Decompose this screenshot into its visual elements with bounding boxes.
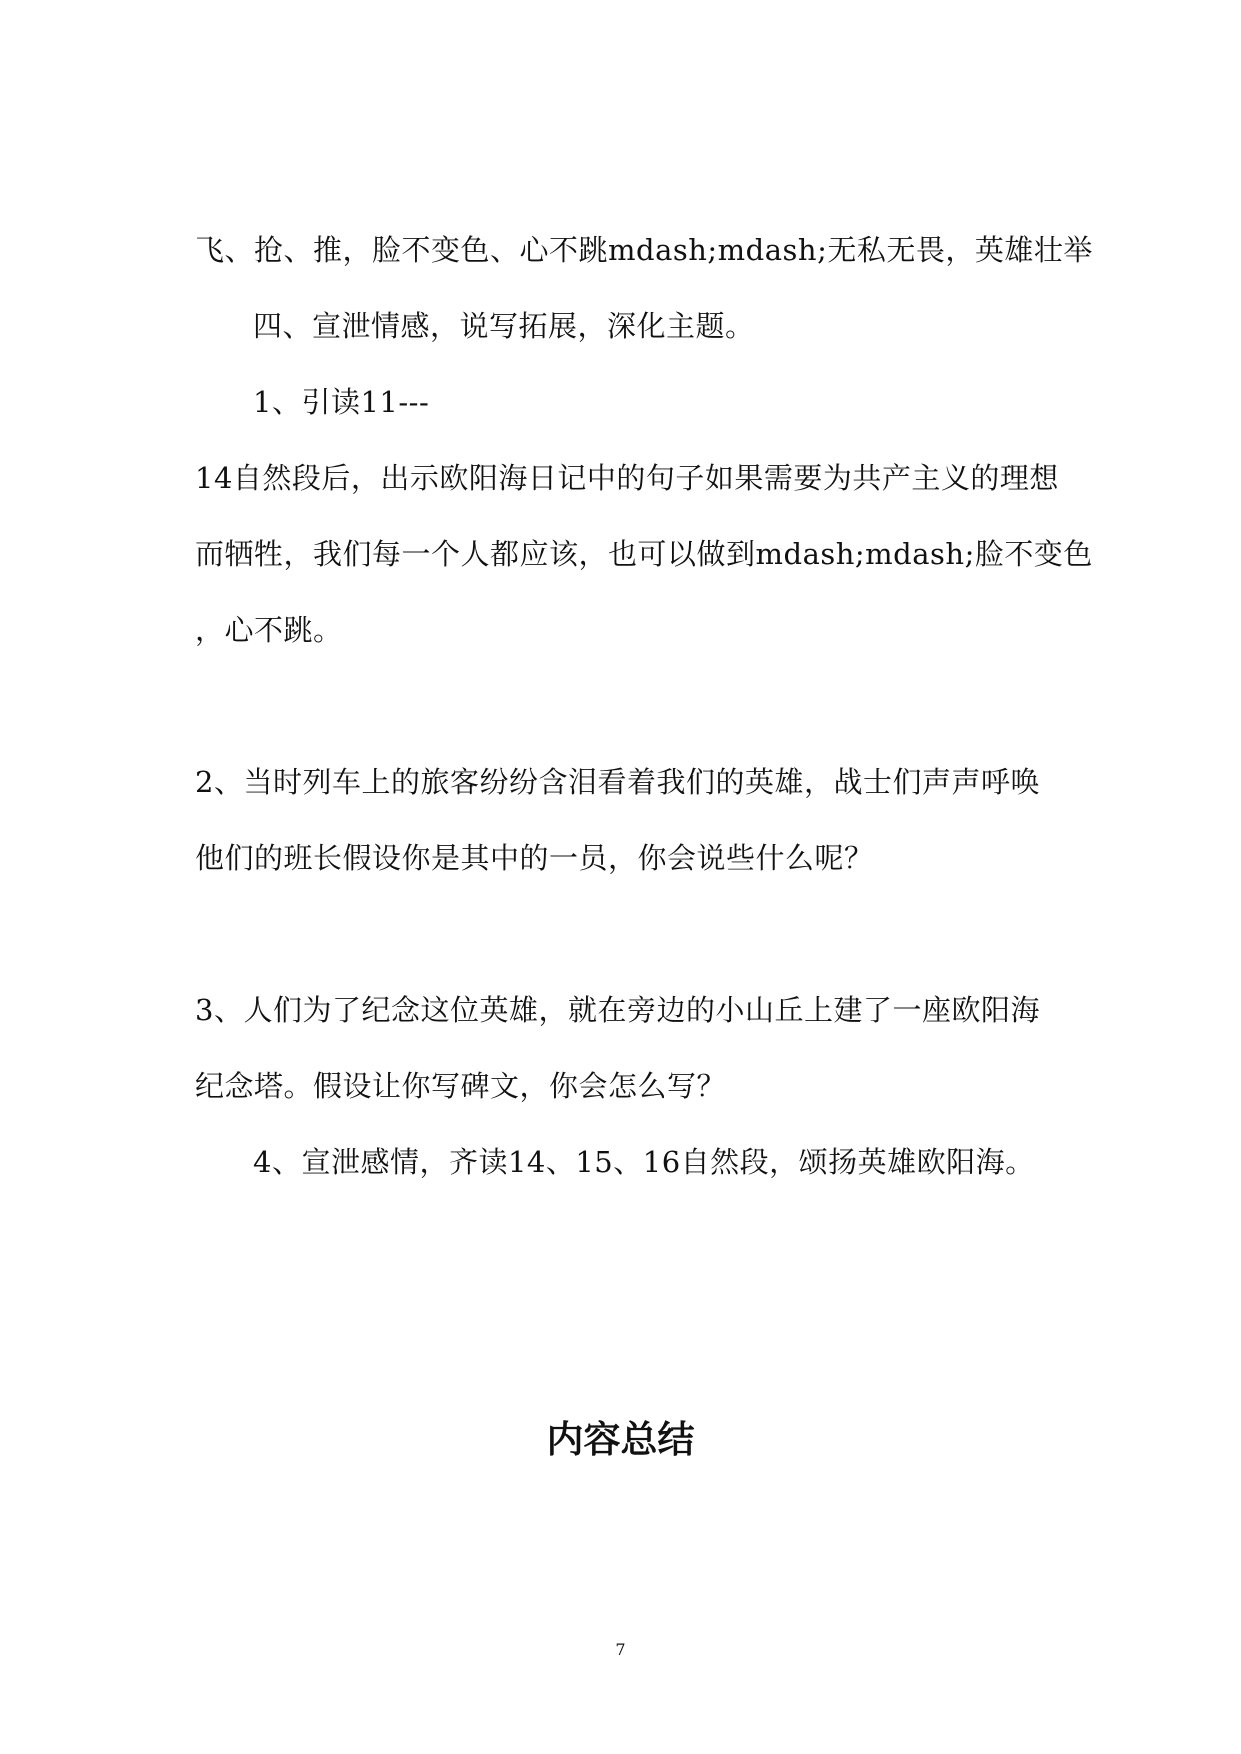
text-line-4: 14自然段后，出示欧阳海日记中的句子如果需要为共产主义的理想 — [195, 461, 1059, 495]
text-line-5: 而牺牲，我们每一个人都应该，也可以做到mdash;mdash;脸不变色 — [195, 537, 1093, 571]
section-heading-4: 四、宣泄情感，说写拓展，深化主题。 — [253, 309, 755, 343]
summary-title: 内容总结 — [546, 1418, 695, 1461]
text-line-1: 飞、抢、推，脸不变色、心不跳mdash;mdash;无私无畏，英雄壮举 — [195, 233, 1093, 267]
list-item-4: 4、宣泄感情，齐读14、15、16自然段，颂扬英雄欧阳海。 — [253, 1145, 1035, 1179]
list-item-3: 3、人们为了纪念这位英雄，就在旁边的小山丘上建了一座欧阳海 — [195, 993, 1040, 1027]
list-item-3-continued: 纪念塔。假设让你写碑文，你会怎么写？ — [195, 1069, 727, 1103]
page-number: 7 — [615, 1640, 626, 1659]
list-item-2: 2、当时列车上的旅客纷纷含泪看着我们的英雄，战士们声声呼唤 — [195, 765, 1040, 799]
list-item-2-continued: 他们的班长假设你是其中的一员，你会说些什么呢？ — [195, 841, 874, 875]
list-item-1-start: 1、引读11--- — [253, 385, 430, 419]
text-line-6: ，心不跳。 — [195, 613, 343, 647]
